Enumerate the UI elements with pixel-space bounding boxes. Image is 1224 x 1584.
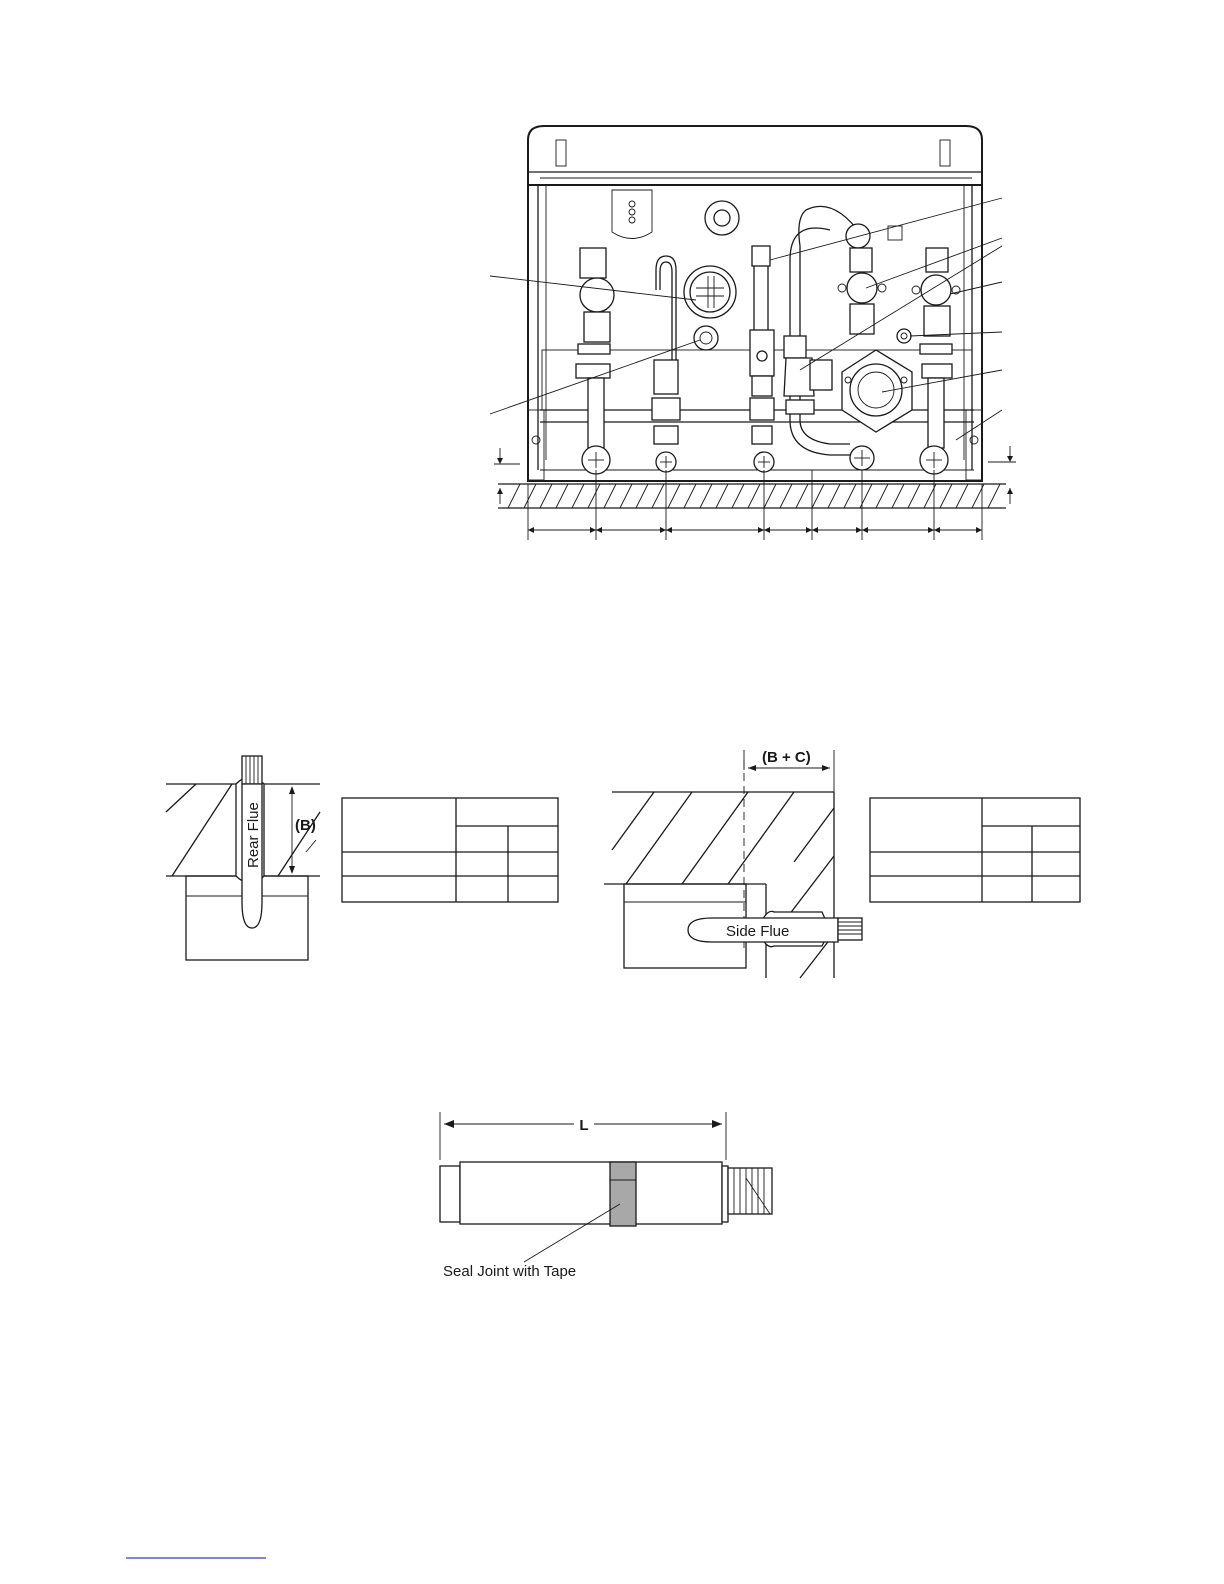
gas-pipe-assembly [652,256,680,472]
side-flue-dimension-label: (B + C) [762,749,811,766]
extension-length-label: L [579,1117,589,1134]
side-flue-table [870,798,1080,902]
rear-flue-label: Rear Flue [245,802,262,868]
right-valve-assembly-2 [912,248,960,474]
seal-joint-tape [610,1162,636,1226]
cable-entry [612,190,652,239]
boiler-connections-diagram [490,126,1016,540]
seal-joint-callout: Seal Joint with Tape [443,1263,577,1280]
safety-valve [784,336,832,414]
cold-inlet-filter-icon [684,266,736,318]
valve-handle-icon [580,278,614,312]
valve-handle-icon-3 [921,275,951,305]
side-flue-label: Side Flue [726,923,790,940]
rear-flue-diagram [166,756,320,960]
extension-pipe [460,1162,722,1224]
side-flue-diagram [604,750,862,978]
rear-flue-table [342,798,558,902]
rear-flue-dimension-label: (B) [295,817,316,834]
wall-hatching [498,484,1006,508]
rear-flue-terminal-icon [242,756,262,784]
side-flue-terminal-icon [838,918,862,940]
valve-handle-icon-2 [847,273,877,303]
flue-extension-diagram [440,1112,772,1262]
hot-water-pipe-assembly [750,246,774,472]
pressure-gauge-icon [694,326,718,350]
casing-clip-right [940,140,950,166]
left-valve-assembly [576,248,614,474]
sensor-port-icon [705,201,739,235]
casing-clip-left [556,140,566,166]
casing-top-outline [528,126,982,185]
drain-point-icon [897,329,911,343]
